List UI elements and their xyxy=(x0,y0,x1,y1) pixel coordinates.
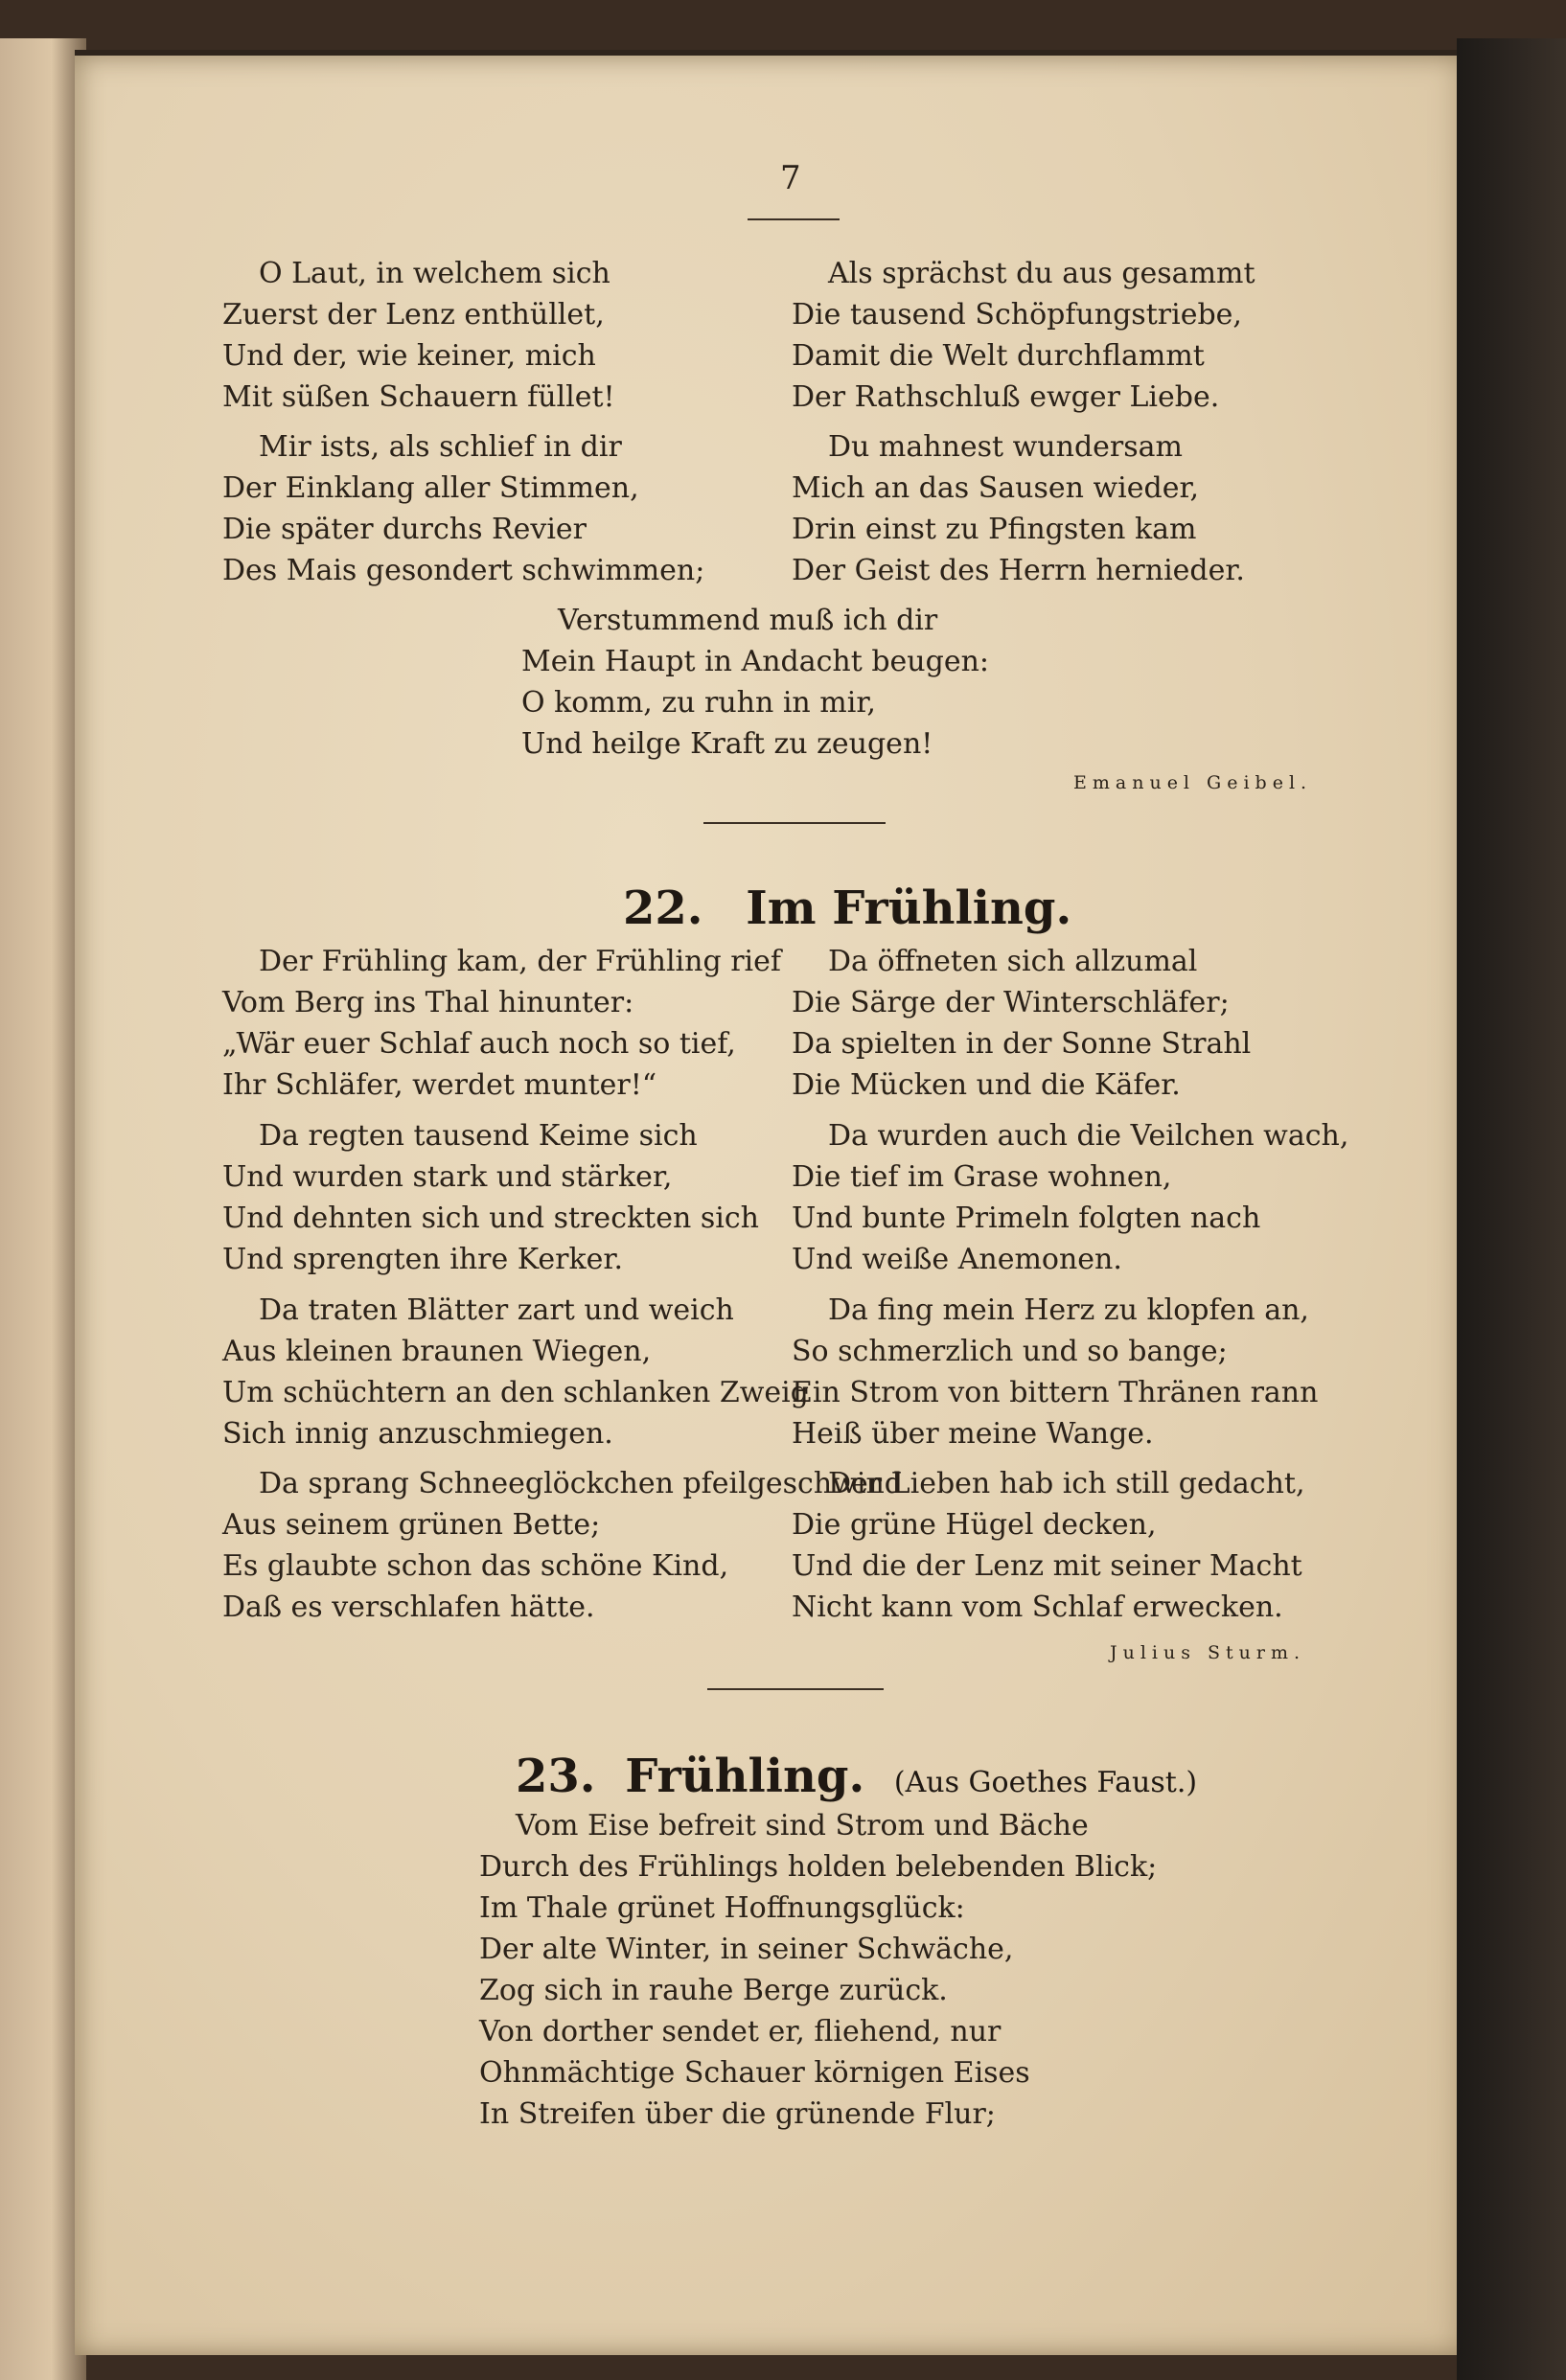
poem1-right-stanza-1 xyxy=(792,257,1255,422)
poem3-stanza xyxy=(479,1809,1157,2139)
poem3-subtitle: (Aus Goethes Faust.) xyxy=(893,1766,1198,1799)
verse-line: Der alte Winter, in seiner Schwäche, xyxy=(479,1933,1014,1966)
verse-line: Sich innig anzuschmiegen. xyxy=(222,1417,613,1451)
verse-line: Die später durchs Revier xyxy=(222,513,587,546)
verse-line: Durch des Frühlings holden belebenden Blick; xyxy=(479,1850,1158,1884)
verse-line: Da öffneten sich allzumal xyxy=(828,945,1198,978)
poem1-author: Emanuel Geibel. xyxy=(1073,772,1313,793)
verse-line: Nicht kann vom Schlaf erwecken. xyxy=(792,1590,1283,1624)
verse-line: Mein Haupt in Andacht beugen: xyxy=(521,645,989,678)
verse-line: Ihr Schläfer, werdet munter!“ xyxy=(222,1068,657,1102)
verse-line: Heiß über meine Wange. xyxy=(792,1417,1154,1451)
poem1-left-stanza-1 xyxy=(222,257,615,422)
poem1-left-stanza-2 xyxy=(222,430,704,595)
verse-line: Und wurden stark und stärker, xyxy=(222,1160,673,1194)
poem2-left-stanza-3 xyxy=(222,1293,809,1458)
verse-line: In Streifen über die grünende Flur; xyxy=(479,2097,996,2131)
verse-line: Und heilge Kraft zu zeugen! xyxy=(521,727,933,761)
left-page-edge xyxy=(0,38,86,2380)
verse-line: Du mahnest wundersam xyxy=(828,430,1183,464)
verse-line: Daß es verschlafen hätte. xyxy=(222,1590,595,1624)
verse-line: Aus kleinen braunen Wiegen, xyxy=(222,1335,652,1368)
verse-line: Da spielten in der Sonne Strahl xyxy=(792,1027,1252,1061)
verse-line: Die tief im Grase wohnen, xyxy=(792,1160,1172,1194)
verse-line: Da fing mein Herz zu klopfen an, xyxy=(828,1293,1309,1327)
verse-line: Verstummend muß ich dir xyxy=(558,604,938,637)
poem3-title: Frühling. xyxy=(625,1750,865,1803)
verse-line: Als sprächst du aus gesammt xyxy=(828,257,1255,290)
poem3-number: 23. xyxy=(516,1750,596,1803)
verse-line: Der Rathschluß ewger Liebe. xyxy=(792,380,1220,414)
verse-line: Vom Eise befreit sind Strom und Bäche xyxy=(516,1809,1089,1842)
verse-line: Da traten Blätter zart und weich xyxy=(259,1293,734,1327)
verse-line: Und sprengten ihre Kerker. xyxy=(222,1243,623,1276)
verse-line: Mich an das Sausen wieder, xyxy=(792,471,1200,505)
poem1-right-stanza-2 xyxy=(792,430,1245,595)
poem2-right-stanza-4 xyxy=(792,1467,1305,1632)
divider xyxy=(748,218,840,220)
verse-line: Und weiße Anemonen. xyxy=(792,1243,1122,1276)
verse-line: Der Frühling kam, der Frühling rief xyxy=(259,945,781,978)
verse-line: Die grüne Hügel decken, xyxy=(792,1508,1157,1542)
verse-line: Es glaubte schon das schöne Kind, xyxy=(222,1549,729,1583)
divider xyxy=(707,1688,884,1690)
verse-line: Vom Berg ins Thal hinunter: xyxy=(222,986,634,1019)
verse-line: Zuerst der Lenz enthüllet, xyxy=(222,298,605,332)
verse-line: O Laut, in welchem sich xyxy=(259,257,610,290)
verse-line: Und dehnten sich und streckten sich xyxy=(222,1201,759,1235)
poem2-number: 22. xyxy=(623,881,703,935)
divider xyxy=(703,822,886,824)
verse-line: Und die der Lenz mit seiner Macht xyxy=(792,1549,1302,1583)
verse-line: O komm, zu ruhn in mir, xyxy=(521,686,876,720)
verse-line: Und der, wie keiner, mich xyxy=(222,339,596,373)
poem2-heading xyxy=(623,881,1071,935)
verse-line: Der Geist des Herrn hernieder. xyxy=(792,554,1245,587)
verse-line: Mit süßen Schauern füllet! xyxy=(222,380,615,414)
poem2-left-stanza-2 xyxy=(222,1119,759,1284)
verse-line: Die tausend Schöpfungstriebe, xyxy=(792,298,1242,332)
poem2-right-stanza-2 xyxy=(792,1119,1348,1284)
verse-line: Von dorther sendet er, fliehend, nur xyxy=(479,2015,1002,2048)
verse-line: Die Särge der Winterschläfer; xyxy=(792,986,1230,1019)
verse-line: Die Mücken und die Käfer. xyxy=(792,1068,1181,1102)
poem2-left-stanza-1 xyxy=(222,945,781,1110)
verse-line: Mir ists, als schlief in dir xyxy=(259,430,622,464)
verse-line: Zog sich in rauhe Berge zurück. xyxy=(479,1974,948,2007)
verse-line: Da regten tausend Keime sich xyxy=(259,1119,698,1153)
poem2-title: Im Frühling. xyxy=(746,881,1072,935)
verse-line: Da sprang Schneeglöckchen pfeilgeschwind xyxy=(259,1467,903,1500)
verse-line: Da wurden auch die Veilchen wach, xyxy=(828,1119,1349,1153)
poem2-right-stanza-3 xyxy=(792,1293,1318,1458)
verse-line: Im Thale grünet Hoffnungsglück: xyxy=(479,1891,965,1925)
verse-line: Ohnmächtige Schauer körnigen Eises xyxy=(479,2056,1030,2090)
verse-line: Der Einklang aller Stimmen, xyxy=(222,471,639,505)
verse-line: „Wär euer Schlaf auch noch so tief, xyxy=(222,1027,736,1061)
poem1-final-stanza xyxy=(521,604,989,768)
verse-line: Der Lieben hab ich still gedacht, xyxy=(828,1467,1305,1500)
poem3-heading xyxy=(516,1750,1197,1803)
poem2-author: Julius Sturm. xyxy=(1110,1642,1306,1663)
verse-line: Um schüchtern an den schlanken Zweig xyxy=(222,1376,809,1409)
verse-line: Und bunte Primeln folgten nach xyxy=(792,1201,1261,1235)
verse-line: Damit die Welt durchflammt xyxy=(792,339,1205,373)
verse-line: Drin einst zu Pfingsten kam xyxy=(792,513,1197,546)
book-cover-edge xyxy=(1457,38,1566,2380)
verse-line: Ein Strom von bittern Thränen rann xyxy=(792,1376,1319,1409)
verse-line: Des Mais gesondert schwimmen; xyxy=(222,554,705,587)
poem2-right-stanza-1 xyxy=(792,945,1251,1110)
verse-line: So schmerzlich und so bange; xyxy=(792,1335,1228,1368)
verse-line: Aus seinem grünen Bette; xyxy=(222,1508,601,1542)
page-number: 7 xyxy=(780,159,801,197)
